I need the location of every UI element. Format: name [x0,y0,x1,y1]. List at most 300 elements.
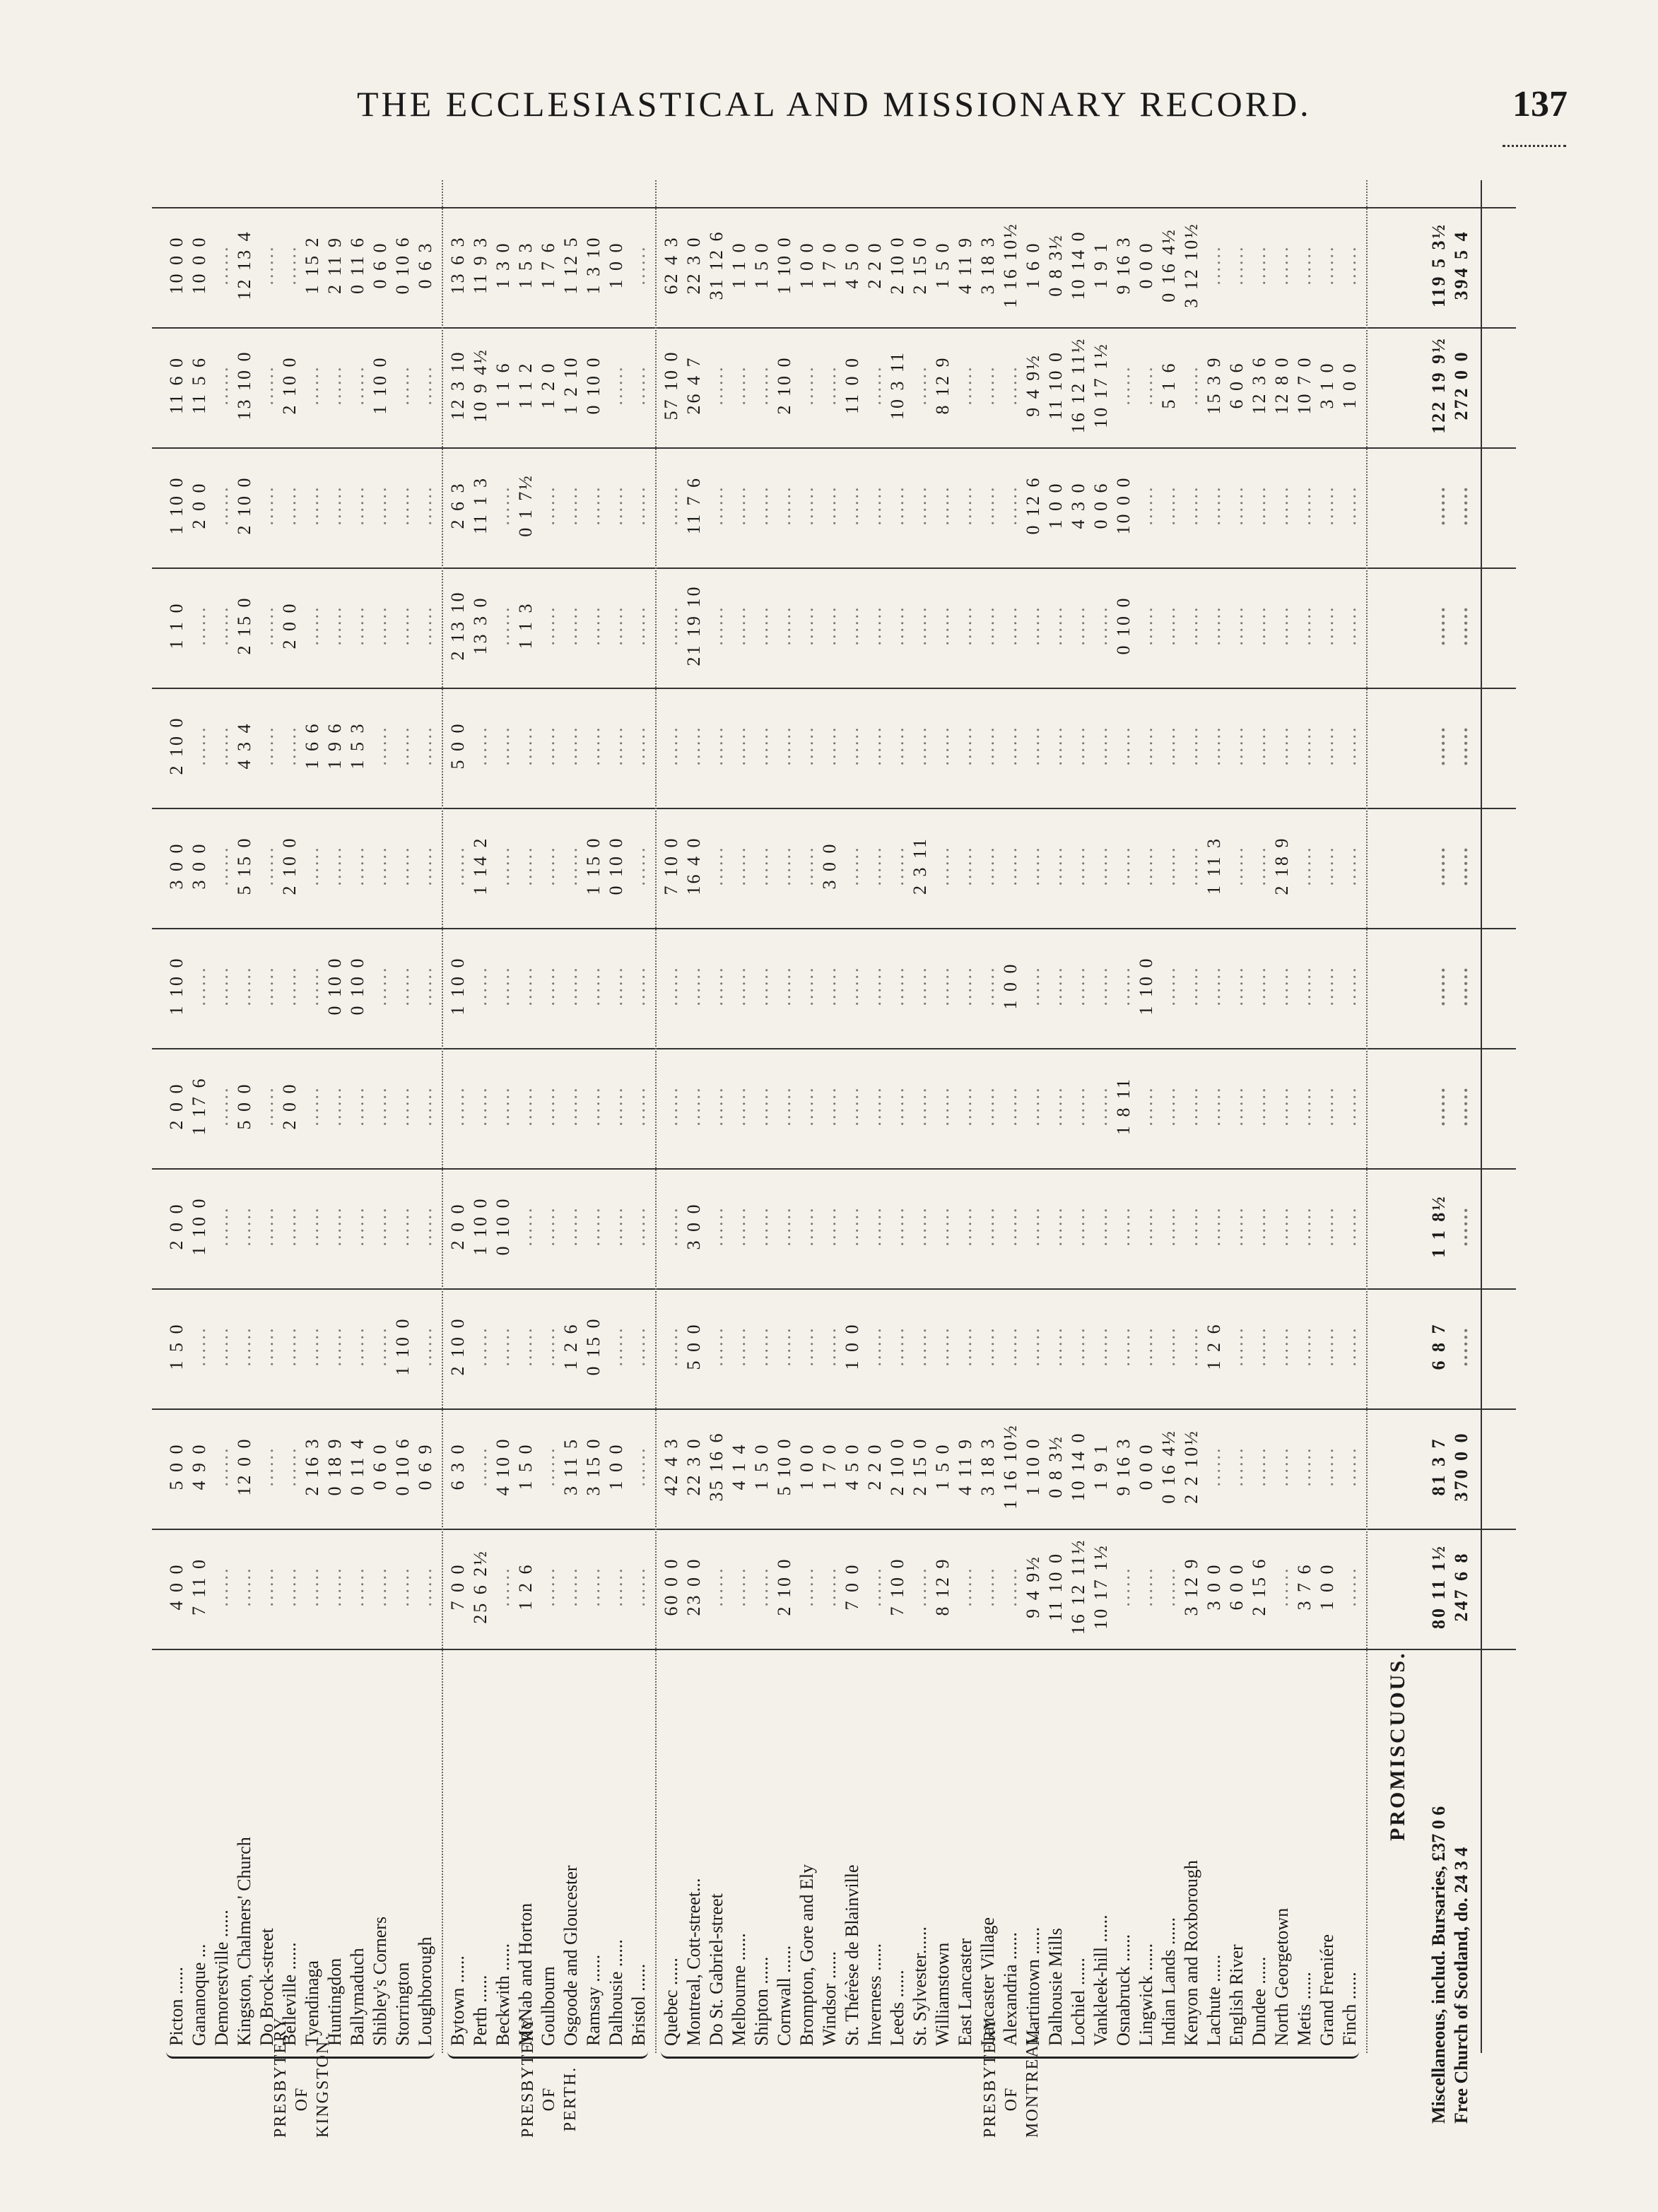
amount-cell: ...... [415,1566,435,1607]
amount-cell: ...... [842,725,862,766]
amount-cell: 2 10 0 [774,1557,794,1616]
amount-cell: 9 4 9½ [1023,1555,1043,1618]
amount-cell: ...... [583,1086,604,1126]
amount-cell: 2 2 10½ [1181,1429,1201,1504]
amount-cell: ...... [347,845,368,886]
amount-cell: ...... [560,725,581,766]
amount-cell: ...... [392,1206,413,1247]
amount-cell: 2 10 0 [774,355,794,415]
amount-cell: ...... [887,845,907,886]
amount-cell: 4 11 9 [955,1437,975,1496]
congregation-name: Leeds ...... [887,1970,907,2046]
amount-cell: 1 9 6 [324,722,345,770]
amount-cell: ...... [415,965,435,1006]
table-row [932,159,953,2138]
amount-cell: 1 0 0 [796,241,817,289]
amount-cell: ...... [1113,845,1134,886]
amount-cell: ...... [1000,1326,1021,1367]
amount-cell: ...... [1023,1206,1043,1247]
amount-cell: 11 1 3 [470,476,490,535]
amount-cell: 394 5 4 [1451,230,1471,300]
amount-cell: ...... [1181,845,1201,886]
amount-cell: ...... [977,365,998,406]
amount-cell: ...... [1226,725,1247,766]
amount-cell: 10 3 11 [887,350,907,420]
amount-cell: ...... [1113,725,1134,766]
table-row [211,159,233,2138]
amount-cell: ...... [347,485,368,526]
amount-cell: ...... [977,725,998,766]
amount-cell: 2 10 0 [279,836,300,895]
section-divider [442,180,443,2053]
amount-cell: 2 15 0 [910,1437,930,1496]
amount-cell: ...... [1294,965,1315,1006]
amount-cell: ...... [729,1086,749,1126]
amount-cell: ...... [370,1566,390,1607]
congregation-name: Belleville ...... [279,1942,300,2046]
amount-cell: ...... [1294,605,1315,646]
amount-cell: ...... [628,965,649,1006]
amount-cell: ...... [302,605,322,646]
amount-cell: 1 10 0 [166,956,187,1016]
amount-cell: ...... [583,1566,604,1607]
amount-cell: 16 12 11½ [1068,336,1088,434]
amount-cell: ...... [1045,1086,1066,1126]
amount-cell: 1 10 0 [447,956,468,1016]
amount-cell: 3 11 5 [560,1437,581,1496]
amount-cell: ...... [955,1326,975,1367]
amount-cell: ...... [910,965,930,1006]
amount-cell: ...... [751,485,772,526]
amount-cell: 9 16 3 [1113,1437,1134,1496]
amount-cell: 2 13 10 [447,590,468,661]
amount-cell: ...... [887,605,907,646]
congregation-name: North Georgetown [1271,1907,1292,2046]
amount-cell: ...... [515,725,536,766]
congregation-name: Ballymaduch [347,1948,368,2046]
amount-cell: ...... [774,605,794,646]
congregation-name: Kingston, Chalmers' Church [234,1837,254,2046]
amount-cell: ...... [1090,965,1111,1006]
amount-cell: ...... [628,1086,649,1126]
amount-cell: 4 11 9 [955,235,975,295]
congregation-name: Miscellaneous, includ. Bursaries, £37 0 6 [1428,1806,1449,2124]
amount-cell: 1 1 2 [515,361,536,409]
amount-cell: ...... [729,845,749,886]
amount-cell: ...... [560,1086,581,1126]
amount-cell: ...... [955,485,975,526]
congregation-name: Picton ...... [166,1967,187,2046]
amount-cell: ...... [842,965,862,1006]
congregation-name: Grand Freniére [1317,1934,1337,2046]
amount-cell: ...... [819,485,840,526]
congregation-name: Demorestville ...... [211,1910,232,2046]
amount-cell: 16 4 0 [683,836,704,895]
amount-cell: 2 0 0 [166,1082,187,1130]
amount-cell: ...... [1339,1206,1360,1247]
amount-cell: 26 4 7 [683,355,704,415]
amount-cell: 2 6 3 [447,481,468,529]
amount-cell: ...... [370,1206,390,1247]
amount-cell: ...... [628,1566,649,1607]
amount-cell: 1 5 0 [932,241,953,289]
amount-cell: ...... [324,605,345,646]
amount-cell: ...... [864,365,885,406]
amount-cell: ...... [819,965,840,1006]
congregation-name: Osnabruck ...... [1113,1934,1134,2046]
amount-cell: ...... [955,1206,975,1247]
amount-cell: 1 0 0 [1045,481,1066,529]
amount-cell: ...... [910,1326,930,1367]
amount-cell: ...... [864,1566,885,1607]
amount-cell: ...... [1428,1086,1449,1126]
table-row [774,159,795,2138]
amount-cell: ...... [1451,965,1471,1006]
amount-cell: ...... [538,845,558,886]
amount-cell: ...... [729,1206,749,1247]
amount-cell: ...... [211,1566,232,1607]
amount-cell: ...... [234,965,254,1006]
amount-cell: 10 7 0 [1294,355,1315,415]
amount-cell: 1 5 0 [932,1442,953,1490]
congregation-name: Quebec ...... [661,1958,681,2046]
amount-cell: ...... [493,1086,513,1126]
amount-cell: ...... [347,365,368,406]
amount-cell: ...... [1158,485,1179,526]
congregation-name: Dundee ...... [1249,1956,1269,2046]
amount-cell: 0 10 0 [583,355,604,415]
amount-cell: 7 10 0 [887,1557,907,1616]
amount-cell: ...... [1023,965,1043,1006]
amount-cell: 1 1 3 [515,601,536,649]
congregation-name: Do Brock-street [257,1928,277,2046]
amount-cell: ...... [392,605,413,646]
amount-cell: ...... [538,485,558,526]
amount-cell: ...... [302,1206,322,1247]
amount-cell: ...... [1113,1326,1134,1367]
amount-cell: ...... [538,1206,558,1247]
congregation-name: Bristol ...... [628,1963,649,2046]
amount-cell: ...... [751,1086,772,1126]
table-row [392,159,413,2138]
congregation-name: Goulbourn [538,1966,558,2046]
amount-cell: ...... [932,605,953,646]
amount-cell: ...... [1428,845,1449,886]
amount-cell: ...... [1317,725,1337,766]
amount-cell: ...... [606,725,626,766]
amount-cell: 22 3 0 [683,235,704,295]
amount-cell: ...... [392,1566,413,1607]
table-row [955,159,976,2138]
presbytery-brace [166,2047,435,2059]
amount-cell: 1 5 0 [751,1442,772,1490]
amount-cell: 1 15 2 [302,235,322,295]
amount-cell: ...... [887,1086,907,1126]
amount-cell: 1 2 10 [560,355,581,415]
congregation-name: East Lancaster [955,1938,975,2046]
amount-cell: ...... [1045,845,1066,886]
amount-cell: 1 10 0 [392,1317,413,1376]
amount-cell: ...... [796,965,817,1006]
amount-cell: ...... [955,1566,975,1607]
amount-cell: ...... [392,845,413,886]
amount-cell: ...... [842,845,862,886]
congregation-name: Indian Lands ...... [1158,1917,1179,2046]
amount-cell: ...... [324,1086,345,1126]
amount-cell: ...... [706,1326,727,1367]
amount-cell: ...... [661,605,681,646]
amount-cell: ...... [1204,1446,1224,1487]
amount-cell: 22 3 0 [683,1437,704,1496]
amount-cell: 21 19 10 [683,584,704,666]
amount-cell: ...... [796,1206,817,1247]
amount-cell: ...... [415,1326,435,1367]
amount-cell: 11 10 0 [1045,350,1066,420]
amount-cell: 2 18 9 [1271,836,1292,895]
amount-cell: 1 0 0 [1339,361,1360,409]
amount-cell: ...... [977,1326,998,1367]
amount-cell: ...... [257,1206,277,1247]
amount-cell: ...... [1090,1206,1111,1247]
amount-cell: 7 0 0 [842,1563,862,1611]
table-row [1226,159,1247,2138]
amount-cell: 3 15 0 [583,1437,604,1496]
amount-cell: ...... [189,605,209,646]
amount-cell: ...... [1226,1446,1247,1487]
amount-cell: 2 16 3 [302,1437,322,1496]
amount-cell: ...... [1249,1206,1269,1247]
amount-cell: 3 0 0 [189,842,209,890]
amount-cell: 10 14 0 [1068,1431,1088,1502]
amount-cell: ...... [1226,1086,1247,1126]
amount-cell: ...... [1158,1566,1179,1607]
congregation-name: Lingwick ...... [1136,1943,1156,2046]
contributions-table [152,159,1516,2138]
amount-cell: ...... [1045,1206,1066,1247]
amount-cell: ...... [1023,605,1043,646]
amount-cell: 4 9 0 [189,1442,209,1490]
amount-cell: ...... [493,1566,513,1607]
amount-cell: ...... [955,965,975,1006]
amount-cell: ...... [1000,845,1021,886]
amount-cell: ...... [234,1566,254,1607]
amount-cell: ...... [211,605,232,646]
amount-cell: ...... [324,1206,345,1247]
amount-cell: 11 7 6 [683,476,704,535]
amount-cell: ...... [977,1566,998,1607]
amount-cell: ...... [774,485,794,526]
amount-cell: ...... [1045,605,1066,646]
amount-cell: ...... [1317,1446,1337,1487]
table-row [538,159,559,2138]
amount-cell: ...... [415,605,435,646]
amount-cell: ...... [751,605,772,646]
amount-cell: ...... [661,1206,681,1247]
amount-cell: ...... [977,845,998,886]
amount-cell: ...... [1090,845,1111,886]
amount-cell: ...... [1136,1086,1156,1126]
amount-cell: 12 13 4 [234,230,254,300]
amount-cell: ...... [1249,1326,1269,1367]
amount-cell: ...... [706,365,727,406]
congregation-name: Dalhousie Mills [1045,1928,1066,2046]
amount-cell: 0 10 6 [392,235,413,295]
amount-cell: ...... [538,1086,558,1126]
amount-cell: ...... [932,1086,953,1126]
amount-cell: ...... [628,1206,649,1247]
amount-cell: ...... [628,725,649,766]
amount-cell: 11 9 3 [470,235,490,295]
amount-cell: ...... [1294,845,1315,886]
congregation-name: Shipton ...... [751,1956,772,2046]
page-header [0,83,1658,140]
congregation-name: Gananoque ... [189,1943,209,2046]
amount-cell: ...... [302,1086,322,1126]
congregation-name: Lancaster Village [977,1917,998,2046]
amount-cell: ...... [977,965,998,1006]
amount-cell: ...... [842,485,862,526]
amount-cell: ...... [1271,1206,1292,1247]
amount-cell: ...... [257,725,277,766]
congregation-name: Vankleek-hill ...... [1090,1914,1111,2046]
amount-cell: 0 10 6 [392,1437,413,1496]
amount-cell: ...... [1204,245,1224,286]
table-row [977,159,999,2138]
amount-cell: ...... [257,485,277,526]
presbytery-brace [447,2047,648,2059]
amount-cell: 6 8 7 [1428,1322,1449,1370]
amount-cell: ...... [910,725,930,766]
amount-cell: ...... [324,1326,345,1367]
amount-cell: ...... [560,485,581,526]
amount-cell: 11 0 0 [842,355,862,415]
amount-cell: 0 6 0 [370,241,390,289]
amount-cell: 1 7 6 [538,241,558,289]
amount-cell: ...... [751,845,772,886]
amount-cell: ...... [1294,1326,1315,1367]
amount-cell: ...... [1045,725,1066,766]
amount-cell: ...... [864,1086,885,1126]
amount-cell: ...... [1339,845,1360,886]
amount-cell: ...... [1294,1086,1315,1126]
amount-cell: 6 3 0 [447,1442,468,1490]
amount-cell: ...... [1294,1446,1315,1487]
amount-cell: ...... [302,1326,322,1367]
amount-cell: ...... [729,1566,749,1607]
amount-cell: 4 1 4 [729,1442,749,1490]
amount-cell: 12 0 0 [234,1437,254,1496]
amount-cell: 0 16 4½ [1158,228,1179,302]
amount-cell: 1 10 0 [1023,1437,1043,1496]
amount-cell: ...... [279,1446,300,1487]
amount-cell: ...... [1226,485,1247,526]
table-row [302,159,323,2138]
amount-cell: ...... [189,725,209,766]
table-row [729,159,750,2138]
amount-cell: ...... [1068,845,1088,886]
amount-cell: ...... [1271,965,1292,1006]
amount-cell: ...... [302,365,322,406]
amount-cell: ...... [887,965,907,1006]
amount-cell: 8 12 9 [932,1557,953,1616]
amount-cell: ...... [864,1326,885,1367]
amount-cell: 0 16 4½ [1158,1429,1179,1504]
amount-cell: 1 0 0 [842,1322,862,1370]
amount-cell: ...... [279,965,300,1006]
amount-cell: ...... [1090,1086,1111,1126]
amount-cell: ...... [1181,1086,1201,1126]
congregation-name: Williamstown [932,1942,953,2046]
amount-cell: ...... [234,1206,254,1247]
table-row [1068,159,1089,2138]
amount-cell: 10 14 0 [1068,230,1088,300]
table-row [864,159,886,2138]
amount-cell: ...... [1204,965,1224,1006]
amount-cell: 2 10 0 [234,476,254,535]
presbytery-label: PRESBYTERY OF MONTREAL. [981,2016,1042,2138]
amount-cell: ...... [955,725,975,766]
amount-cell: 7 11 0 [189,1557,209,1616]
amount-cell: ...... [1181,365,1201,406]
amount-cell: ...... [842,1086,862,1126]
amount-cell: ...... [583,965,604,1006]
amount-cell: ...... [302,485,322,526]
table-row [347,159,368,2138]
amount-cell: ...... [392,1086,413,1126]
amount-cell: ...... [515,845,536,886]
table-row [661,159,682,2138]
amount-cell: ...... [1068,1326,1088,1367]
amount-cell: 1 3 10 [583,235,604,295]
amount-cell: ...... [392,365,413,406]
amount-cell: ...... [1294,725,1315,766]
amount-cell: ...... [370,1086,390,1126]
amount-cell: ...... [606,485,626,526]
amount-cell: 4 0 0 [166,1563,187,1611]
amount-cell: 0 0 0 [1136,1442,1156,1490]
amount-cell: ...... [910,485,930,526]
amount-cell: ...... [370,725,390,766]
amount-cell: ...... [751,1206,772,1247]
amount-cell: 0 6 0 [370,1442,390,1490]
amount-cell: ...... [864,725,885,766]
table-row [910,159,931,2138]
amount-cell: 1 0 0 [606,1442,626,1490]
amount-cell: ...... [606,365,626,406]
amount-cell: 1 1 0 [166,601,187,649]
amount-cell: ...... [864,965,885,1006]
amount-cell: 4 5 0 [842,241,862,289]
amount-cell: ...... [774,725,794,766]
amount-cell: 3 1 0 [1317,361,1337,409]
table-row [583,159,604,2138]
amount-cell: ...... [211,1326,232,1367]
amount-cell: ...... [1136,485,1156,526]
amount-cell: ...... [1204,1086,1224,1126]
amount-cell: 2 15 0 [234,596,254,655]
amount-cell: ...... [1226,245,1247,286]
amount-cell: ...... [683,965,704,1006]
amount-cell: ...... [706,725,727,766]
congregation-name: Metis ...... [1294,1972,1315,2046]
amount-cell: ...... [1068,605,1088,646]
amount-cell: 6 0 6 [1226,361,1247,409]
congregation-name: Ramsay ...... [583,1954,604,2046]
amount-cell: 1 17 6 [189,1076,209,1136]
amount-cell: ...... [1000,365,1021,406]
amount-cell: ...... [1226,605,1247,646]
amount-cell: ...... [955,605,975,646]
